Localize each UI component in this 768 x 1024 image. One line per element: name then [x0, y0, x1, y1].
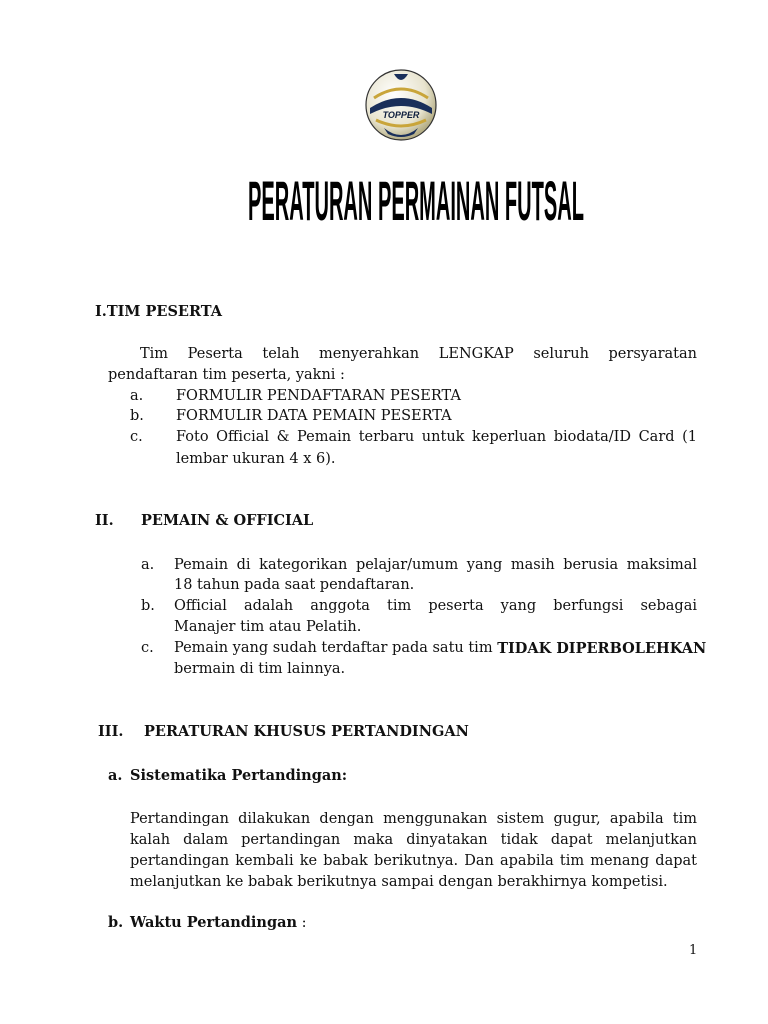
subsection-a-paragraph-line: kalah dalam pertandingan maka dinyatakan tidak dapat melanjutkan: [130, 832, 697, 848]
section-1-heading: I.TIM PESERTA: [95, 303, 223, 320]
list-item-text-plain: Pemain yang sudah terdaftar pada satu tim: [174, 640, 498, 656]
document-title-text: PERATURAN PERMAINAN FUTSAL: [248, 169, 584, 232]
list-item-text: FORMULIR PENDAFTARAN PESERTA: [176, 388, 461, 404]
list-marker: c.: [141, 640, 154, 656]
list-item-text: FORMULIR DATA PEMAIN PESERTA: [176, 408, 452, 424]
list-marker: a.: [141, 557, 155, 573]
subsection-a-paragraph-line: pertandingan kembali ke babak berikutnya. Dan apabila tim menang dapat: [130, 853, 697, 869]
section-2-number: II.: [95, 512, 114, 529]
section-3-number: III.: [98, 723, 124, 740]
subsection-b-colon: :: [297, 915, 307, 931]
list-item-text: bermain di tim lainnya.: [174, 661, 346, 677]
section-2-heading: PEMAIN & OFFICIAL: [141, 512, 314, 529]
list-marker: b.: [141, 598, 155, 614]
section-1-intro-line-1: Tim Peserta telah menyerahkan LENGKAP seluruh persyaratan: [140, 346, 697, 362]
subsection-b-marker: b.: [108, 914, 124, 931]
subsection-a-heading: Sistematika Pertandingan:: [130, 767, 348, 784]
subsection-a-paragraph-line: melanjutkan ke babak berikutnya sampai dengan berakhirnya kompetisi.: [130, 874, 668, 890]
futsal-ball-logo: [364, 68, 438, 142]
logo-brand-text: TOPPER: [382, 110, 420, 120]
list-item-text: 18 tahun pada saat pendaftaran.: [174, 577, 415, 593]
subsection-b-heading-row: [130, 914, 307, 931]
page-number: 1: [689, 943, 698, 958]
list-item-text: Official adalah anggota tim peserta yang berfungsi sebagai: [174, 598, 697, 614]
subsection-a-paragraph-line: Pertandingan dilakukan dengan menggunakan sistem gugur, apabila tim: [130, 811, 697, 827]
list-item-text: Pemain di kategorikan pelajar/umum yang masih berusia maksimal: [174, 557, 697, 573]
subsection-b-heading: Waktu Pertandingan: [130, 914, 298, 931]
section-1-intro-line-2: pendaftaran tim peserta, yakni :: [108, 367, 345, 383]
list-item-text-emphasis: TIDAK DIPERBOLEHKAN: [497, 640, 707, 657]
list-item-text: Foto Official & Pemain terbaru untuk keperluan biodata/ID Card (1: [176, 429, 697, 445]
list-marker: c.: [130, 429, 143, 445]
document-title: [240, 168, 592, 248]
list-item-text: Manajer tim atau Pelatih.: [174, 619, 362, 635]
list-marker: b.: [130, 408, 144, 424]
list-item-text: lembar ukuran 4 x 6).: [176, 451, 336, 467]
section-3-heading: PERATURAN KHUSUS PERTANDINGAN: [144, 723, 469, 740]
list-item-text: [174, 638, 707, 659]
list-marker: a.: [130, 388, 144, 404]
subsection-a-marker: a.: [108, 767, 123, 784]
